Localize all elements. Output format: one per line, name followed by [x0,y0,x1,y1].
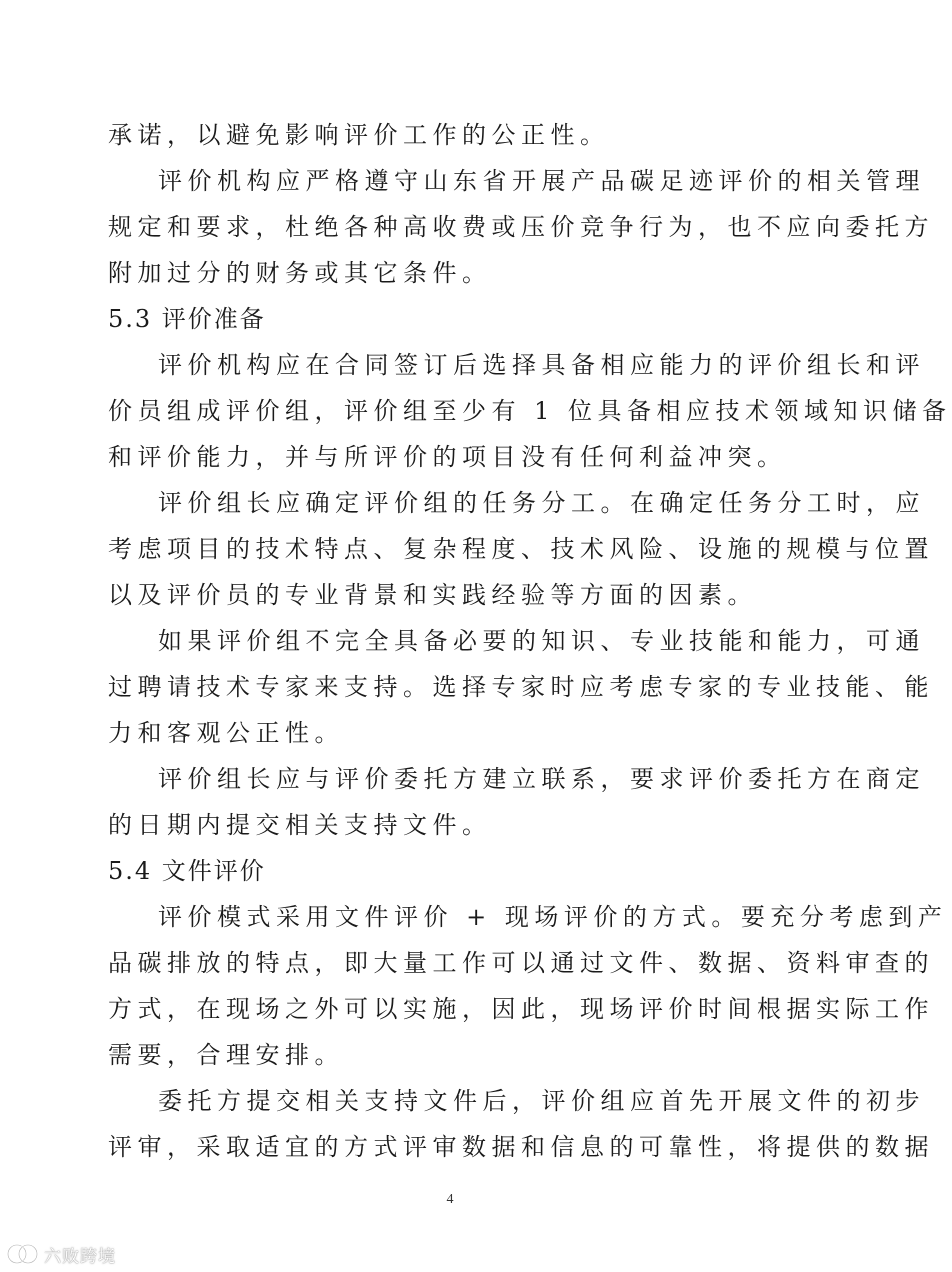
body-line: 评价机构应在合同签订后选择具备相应能力的评价组长和评 [158,351,925,379]
body-line: 评审，采取适宜的方式评审数据和信息的可靠性，将提供的数据 [108,1133,934,1161]
watermark [6,1242,116,1266]
body-line: 评价组长应与评价委托方建立联系，要求评价委托方在商定 [158,765,925,793]
body-line: 方式，在现场之外可以实施，因此，现场评价时间根据实际工作 [108,995,934,1023]
body-line: 评价机构应严格遵守山东省开展产品碳足迹评价的相关管理 [158,167,925,195]
body-line: 附加过分的财务或其它条件。 [108,259,492,287]
body-line: 需要，合理安排。 [108,1041,344,1069]
body-line: 价员组成评价组，评价组至少有 1 位具备相应技术领域知识储备 [108,397,952,425]
body-line: 如果评价组不完全具备必要的知识、专业技能和能力，可通 [158,627,925,655]
body-line: 委托方提交相关支持文件后，评价组应首先开展文件的初步 [158,1087,925,1115]
body-line: 评价模式采用文件评价 + 现场评价的方式。要充分考虑到产 [158,903,948,931]
logo-icon [6,1243,40,1265]
body-line: 的日期内提交相关支持文件。 [108,811,492,839]
body-line: 力和客观公正性。 [108,719,344,747]
section-heading-5-4: 5.4 文件评价 [108,857,266,885]
body-line: 以及评价员的专业背景和实践经验等方面的因素。 [108,581,757,609]
body-line: 和评价能力，并与所评价的项目没有任何利益冲突。 [108,443,787,471]
watermark-text: 六败跨境 [44,1246,116,1267]
document-body [108,112,952,1170]
body-line: 承诺，以避免影响评价工作的公正性。 [108,121,610,149]
body-line: 考虑项目的技术特点、复杂程度、技术风险、设施的规模与位置 [108,535,934,563]
section-heading-5-3: 5.3 评价准备 [108,305,266,333]
body-line: 评价组长应确定评价组的任务分工。在确定任务分工时，应 [158,489,925,517]
page-number: 4 [446,1192,454,1207]
body-line: 规定和要求，杜绝各种高收费或压价竞争行为，也不应向委托方 [108,213,934,241]
body-line: 过聘请技术专家来支持。选择专家时应考虑专家的专业技能、能 [108,673,934,701]
body-line: 品碳排放的特点，即大量工作可以通过文件、数据、资料审查的 [108,949,934,977]
